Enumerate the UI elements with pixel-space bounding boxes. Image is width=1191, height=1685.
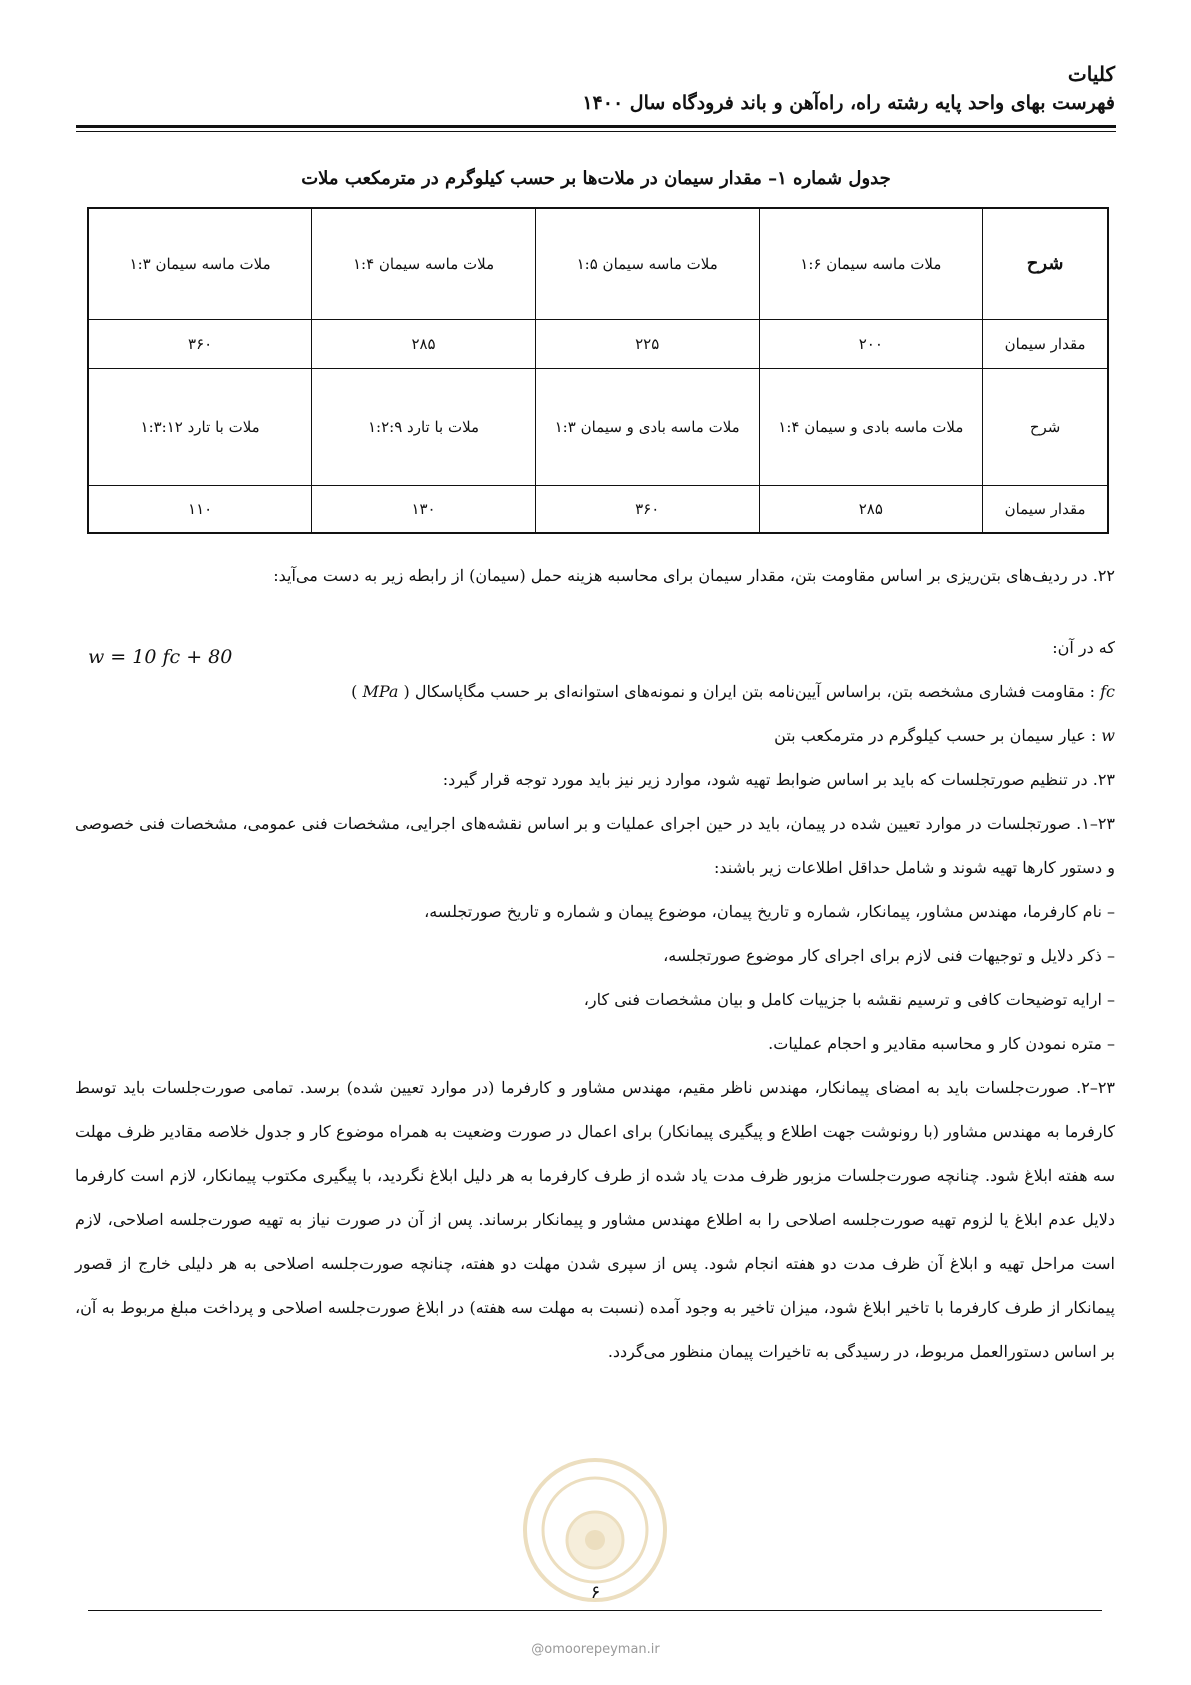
table-cell: ۱۱۰ [88,485,312,533]
table-cell: شرح [983,369,1108,486]
table-cell: ۳۶۰ [88,319,312,369]
fc-symbol: fc [1100,682,1115,701]
list-item: – نام کارفرما، مهندس مشاور، پیمانکار، شماره و تاریخ پیمان، موضوع پیمان و شماره و تاریخ صورتجلسه، [424,902,1115,921]
paragraph-23-1: ۲۳–۱. صورتجلسات در موارد تعیین شده در پیمان، باید در حین اجرای عملیات و بر اساس نقشه‌های اجرایی، مشخصات فنی عمومی، مشخصات فنی خصوصی و دستور کارها تهیه شوند و شامل حداقل اطلاعات زیر باشند: [75,814,1115,877]
table-cell: ملات ماسه بادی و سیمان ۱:۳ [535,369,759,486]
body-text [75,554,1115,598]
fc-close: ) [351,682,363,701]
table-row [88,485,1108,533]
table-cell: ۲۰۰ [759,319,983,369]
table-cell: ۲۸۵ [312,319,536,369]
paragraph-23-2: ۲۳–۲. صورت‌جلسات باید به امضای پیمانکار، مهندس ناظر مقیم، مهندس مشاور و کارفرما (در موارد تعیین شده) برسد. تمامی صورت‌جلسات باید توسط کارفرما به مهندس مشاور (با رونوشت جهت اطلاع و پیگیری پیمانکار) برای اعمال در صورت وضعیت به همراه موضوع کار و جدول خلاصه مقادیر ظرف مهلت سه هفته ابلاغ شود. چنانچه صورت‌جلسات مزبور ظرف مدت یاد شده از طرف کارفرما به هر دلیل ابلاغ نگردید، با پیگیری مکتوب پیمانکار، لازم است کارفرما دلایل عدم ابلاغ یا لزوم تهیه صورت‌جلسه اصلاحی را به اطلاع مهندس مشاور و پیمانکار برساند. پس از آن در صورت نیاز به تهیه صورت‌جلسه اصلاحی، لازم است مراحل تهیه و ابلاغ آن ظرف مدت دو هفته انجام شود. پس از سپری شدن مهلت دو هفته، چنانچه صورت‌جلسه اصلاحی به هر دلیلی خارج از قصور پیمانکار از طرف کارفرما با تاخیر ابلاغ شود، میزان تاخیر به وجود آمده (نسبت به مهلت سه هفته) در ابلاغ صورت‌جلسه اصلاحی و پرداخت مبلغ مربوط به آن، بر اساس دستورالعمل مربوط، در رسیدگی به تاخیرات پیمان منظور می‌گردد. [75,1078,1116,1361]
table-cell: مقدار سیمان [983,485,1108,533]
page-header [75,60,1115,118]
list-item: – متره نمودن کار و محاسبه مقادیر و احجام عملیات. [768,1034,1115,1053]
table-cell: مقدار سیمان [983,319,1108,369]
table-row [88,208,1108,319]
table-cell: ملات ماسه سیمان ۱:۳ [88,208,312,319]
section-title: کلیات [1067,62,1115,86]
table-cell: شرح [983,208,1108,319]
table-cell: ۲۲۵ [535,319,759,369]
table-cell: ملات ماسه سیمان ۱:۵ [535,208,759,319]
table-cell: ملات ماسه بادی و سیمان ۱:۴ [759,369,983,486]
table-row [88,319,1108,369]
table-cell: ۲۸۵ [759,485,983,533]
table-cell: ۱۳۰ [312,485,536,533]
table-cell: ملات ماسه سیمان ۱:۶ [759,208,983,319]
footer-rule [88,1610,1102,1611]
document-subtitle: فهرست بهای واحد پایه رشته راه، راه‌آهن و باند فرودگاه سال ۱۴۰۰ [582,92,1115,114]
page-number: ۶ [590,1582,601,1603]
body-text-definitions [75,626,1115,1374]
table-cell: ۳۶۰ [535,485,759,533]
cement-formula: w = 10 fc + 80 [88,646,233,668]
w-definition-text: : عیار سیمان بر حسب کیلوگرم در مترمکعب بتن [774,726,1102,745]
paragraph-23: ۲۳. در تنظیم صورتجلسات که باید بر اساس ضوابط تهیه شود، موارد زیر نیز باید مورد توجه قرار گیرد: [442,770,1115,789]
table-cell: ملات با تارد ۱:۲:۹ [312,369,536,486]
table-row [88,369,1108,486]
fc-definition-text: : مقاومت فشاری مشخصه بتن، براساس آیین‌نامه بتن ایران و نمونه‌های استوانه‌ای بر حسب مگاپاسکال ( [398,682,1101,701]
w-symbol: w [1101,726,1115,745]
fc-definition [75,670,1115,714]
table-cell: ملات با تارد ۱:۳:۱۲ [88,369,312,486]
list-item: – ارایه توضیحات کافی و ترسیم نقشه با جزییات کامل و بیان مشخصات فنی کار، [583,990,1115,1009]
header-rule-thick [76,125,1116,128]
where-label: که در آن: [1052,638,1115,657]
fc-unit: MPa [362,682,399,701]
cement-mortar-table [87,207,1109,534]
list-item: – ذکر دلایل و توجیهات فنی لازم برای اجرای کار موضوع صورتجلسه، [663,946,1115,965]
site-watermark: @omoorepeyman.ir [531,1642,660,1657]
header-rule-thin [76,131,1116,132]
paragraph-22: ۲۲. در ردیف‌های بتن‌ریزی بر اساس مقاومت بتن، مقدار سیمان برای محاسبه هزینه حمل (سیمان) از رابطه زیر به دست می‌آید: [273,566,1115,585]
table-caption: جدول شماره ۱– مقدار سیمان در ملات‌ها بر حسب کیلوگرم در مترمکعب ملات [301,168,891,189]
w-definition [75,714,1115,758]
table-cell: ملات ماسه سیمان ۱:۴ [312,208,536,319]
